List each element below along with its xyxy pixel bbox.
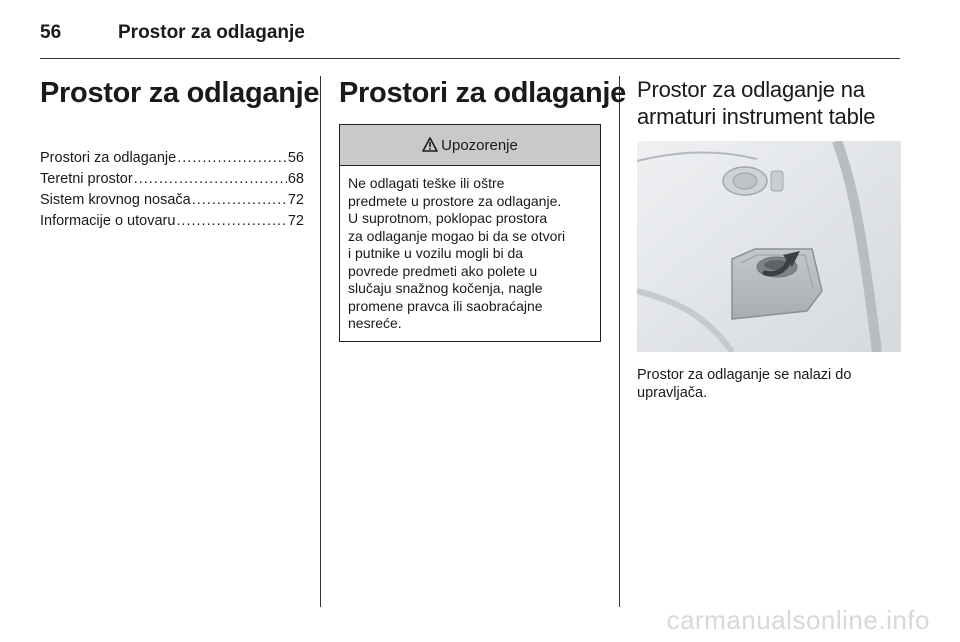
warning-title: Upozorenje — [441, 136, 518, 154]
warning-header — [340, 125, 600, 166]
subsection-heading — [637, 76, 901, 130]
warning-line: nesreće. — [348, 315, 402, 331]
toc-entry-title: Prostori za odlaganje — [40, 150, 177, 166]
page-number: 56 — [40, 22, 62, 43]
column-dashboard-storage — [637, 76, 901, 402]
warning-line: za odlaganje mogao bi da se otvori — [348, 227, 566, 244]
section-heading: Prostori za odlaganje — [339, 77, 626, 109]
toc-leader-dots — [177, 148, 287, 169]
column-chapter-contents — [40, 76, 320, 232]
toc-entry[interactable] — [40, 211, 304, 232]
toc-leader-dots — [134, 169, 287, 190]
column-divider-right — [619, 76, 620, 607]
figure-caption — [637, 366, 901, 402]
warning-line: i putnike u vozilu mogli bi da — [348, 245, 524, 261]
caption-line: Prostor za odlaganje se nalazi do — [637, 367, 852, 383]
subsection-heading-line: armaturi instrument table — [637, 104, 876, 129]
toc-entry-page: 72 — [287, 213, 304, 229]
section-title: Prostor za odlaganje — [118, 22, 305, 43]
watermark: carmanualsonline.info — [666, 605, 930, 635]
header-rule — [40, 58, 900, 59]
warning-box — [339, 124, 601, 342]
warning-triangle-icon — [422, 137, 438, 152]
warning-line: Ne odlagati teške ili oštre — [348, 175, 505, 191]
warning-line: U suprotnom, poklopac prostora — [348, 210, 548, 226]
caption-line: upravljača. — [637, 385, 708, 401]
warning-line: povrede predmeti ako polete u — [348, 262, 538, 279]
toc-entry[interactable] — [40, 169, 304, 190]
toc-entry-title: Teretni prostor — [40, 171, 133, 187]
toc-leader-dots — [192, 190, 287, 211]
toc-entry[interactable] — [40, 190, 304, 211]
warning-line: slučaju snažnog kočenja, nagle — [348, 280, 543, 296]
warning-line: promene pravca ili saobraćajne — [348, 297, 543, 314]
toc-entry-page: 56 — [287, 150, 304, 166]
warning-line: predmete u prostore za odlaganje. — [348, 192, 562, 209]
page-header — [40, 18, 305, 48]
subsection-heading-line: Prostor za odlaganje na — [637, 77, 865, 102]
toc-entry-title: Sistem krovnog nosača — [40, 192, 191, 208]
chapter-heading: Prostor za odlaganje — [40, 77, 320, 109]
toc-leader-dots — [176, 211, 286, 232]
toc-entry[interactable] — [40, 148, 304, 169]
storage-compartment-illustration — [637, 141, 901, 352]
column-divider-left — [320, 76, 321, 607]
table-of-contents — [40, 148, 304, 232]
toc-entry-page: 72 — [287, 192, 304, 208]
warning-text — [340, 166, 600, 341]
toc-entry-title: Informacije o utovaru — [40, 213, 176, 229]
toc-entry-page: 68 — [287, 171, 304, 187]
column-storage-compartments — [339, 76, 626, 342]
